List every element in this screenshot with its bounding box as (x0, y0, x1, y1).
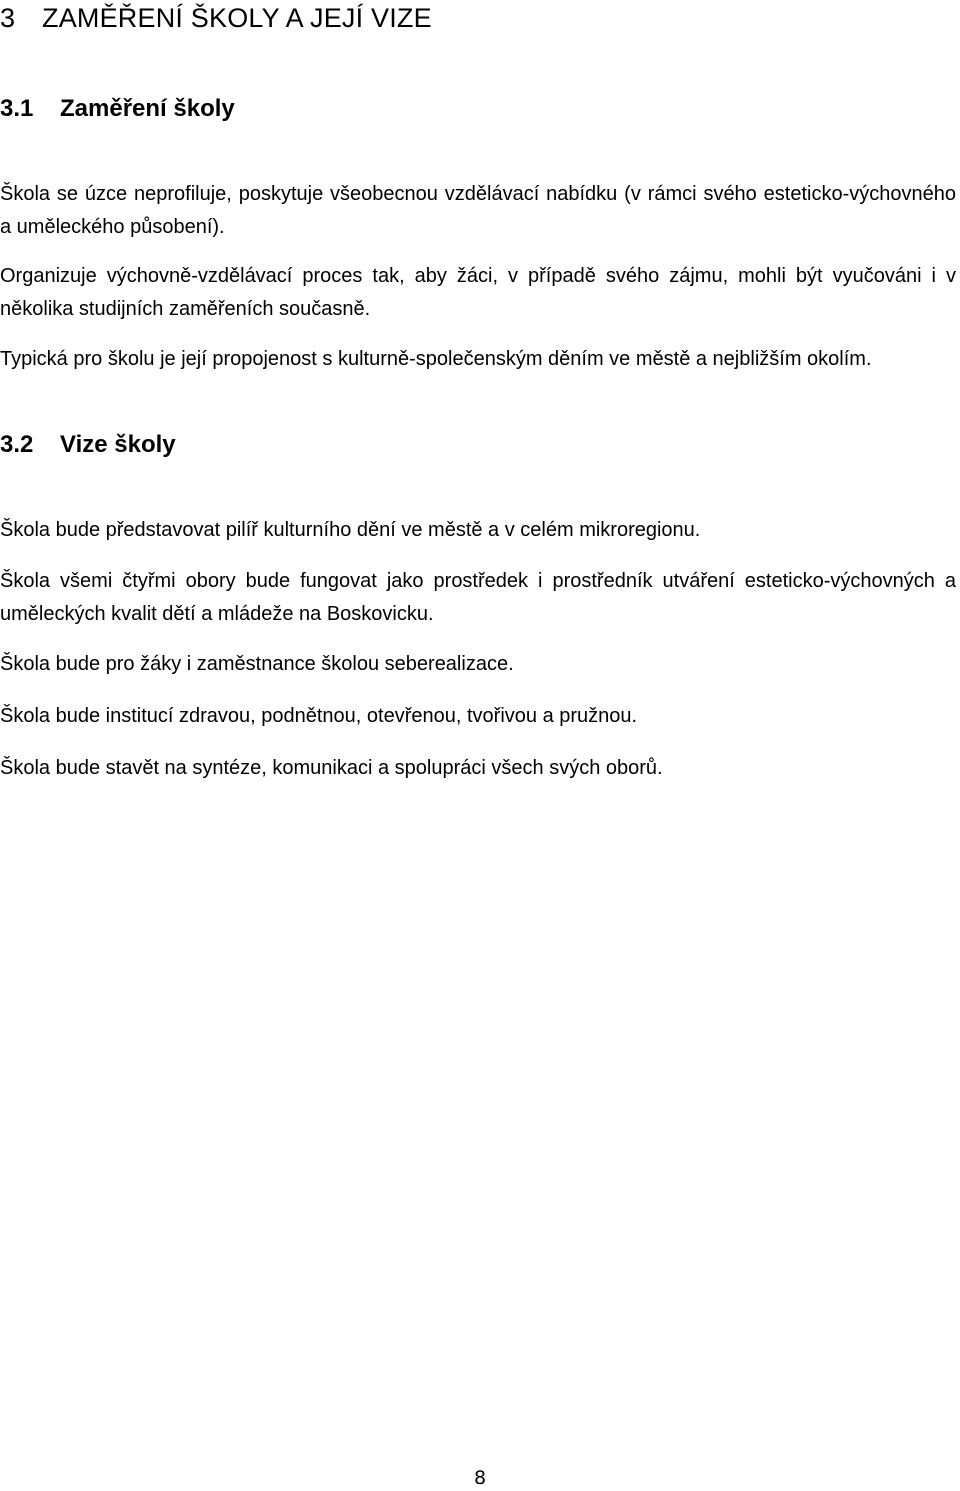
paragraph: Škola bude pro žáky i zaměstnance školou seberealizace. (0, 653, 514, 675)
paragraph: Škola všemi čtyřmi obory bude fungovat jako prostředek i prostředník utváření esteticko-výchovných a uměleckých kvalit dětí a mládeže na Boskovicku. (0, 570, 956, 625)
section-number: 3.2 (0, 431, 34, 458)
section-title: Zaměření školy (60, 95, 235, 122)
page-number: 8 (473, 1467, 487, 1489)
paragraph: Škola bude institucí zdravou, podnětnou, otevřenou, tvořivou a pružnou. (0, 705, 638, 727)
paragraph: Škola se úzce neprofiluje, poskytuje všeobecnou vzdělávací nabídku (v rámci svého esteticko-výchovného a uměleckého působení). (0, 183, 956, 238)
chapter-number: 3 (0, 3, 16, 33)
section-title: Vize školy (60, 431, 176, 458)
paragraph: Organizuje výchovně-vzdělávací proces tak, aby žáci, v případě svého zájmu, mohli být vyučováni i v několika studijních zaměřeních současně. (0, 265, 956, 320)
paragraph: Škola bude představovat pilíř kulturního dění ve městě a v celém mikroregionu. (0, 519, 701, 541)
paragraph: Škola bude stavět na syntéze, komunikaci a spolupráci všech svých oborů. (0, 757, 663, 779)
section-number: 3.1 (0, 95, 34, 122)
paragraph: Typická pro školu je její propojenost s kulturně-společenským děním ve městě a nejbližším okolím. (0, 348, 872, 370)
chapter-heading (0, 0, 432, 36)
section-heading-vision (0, 429, 176, 461)
section-heading-focus (0, 93, 235, 125)
chapter-title: ZAMĚŘENÍ ŠKOLY A JEJÍ VIZE (42, 3, 432, 33)
